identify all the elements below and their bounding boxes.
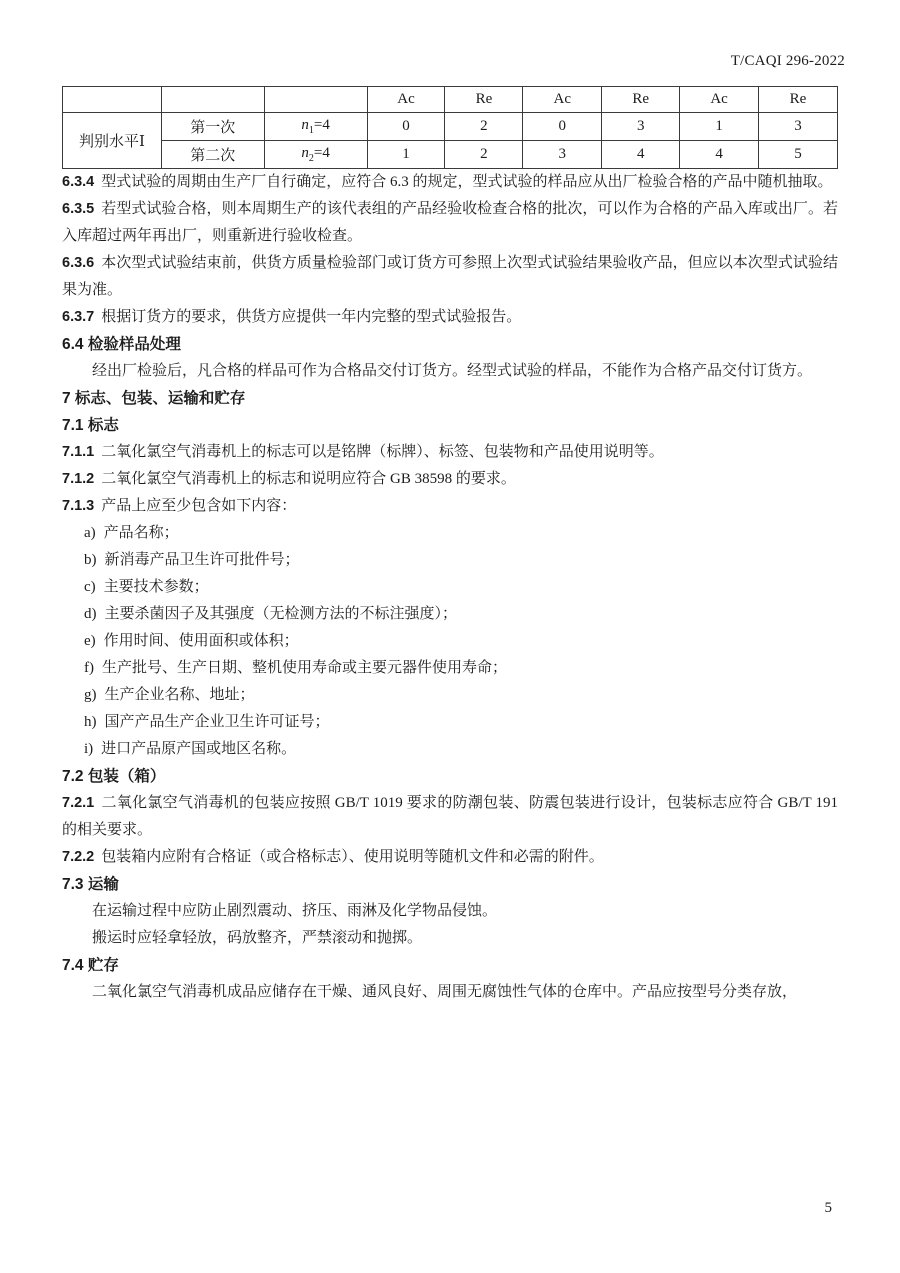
paragraph-7-3-line2: 搬运时应轻拿轻放，码放整齐，严禁滚动和抛掷。	[92, 930, 423, 946]
table-empty-header-cell	[63, 87, 162, 113]
list-item-f	[84, 655, 838, 682]
list-marker: c)	[84, 579, 96, 595]
list-item-e	[84, 628, 838, 655]
paragraph-6-4: 经出厂检验后，凡合格的样品可作为合格品交付订货方。经型式试验的样品，不能作为合格产品交付订货方。	[92, 363, 813, 379]
list-marker: d)	[84, 606, 97, 622]
clause-number: 7.1.2	[62, 471, 95, 487]
clause-number: 7.1.1	[62, 444, 95, 460]
list-marker: a)	[84, 525, 96, 541]
n-value: =4	[313, 145, 330, 161]
clause-text: 本次型式试验结束前，供货方质量检验部门或订货方可参照上次型式试验结果验收产品，但应以本次型式试验结果为准。	[62, 255, 838, 298]
page-number: 5	[824, 1200, 832, 1216]
paragraph-7-4: 二氧化氯空气消毒机成品应储存在干燥、通风良好、周围无腐蚀性气体的仓库中。产品应按型号分类存放，	[92, 984, 798, 1000]
clause-number: 7.2.2	[62, 849, 95, 865]
heading-7-3: 7.3 运输	[62, 876, 119, 893]
list-item-i	[84, 736, 838, 763]
list-text: 国产产品生产企业卫生许可证号；	[104, 714, 330, 730]
table-header-re: Re	[759, 87, 838, 113]
clause-text: 产品上应至少包含如下内容：	[101, 498, 297, 514]
table-header-ac: Ac	[523, 87, 602, 113]
value-cell: 2	[445, 141, 523, 169]
clause-number: 7.1.3	[62, 498, 95, 514]
list-text: 生产批号、生产日期、整机使用寿命或主要元器件使用寿命；	[102, 660, 508, 676]
heading-7-4: 7.4 贮存	[62, 957, 119, 974]
list-marker: g)	[84, 687, 97, 703]
value-cell: 0	[367, 113, 445, 141]
list-item-g	[84, 682, 838, 709]
clause-number: 6.3.6	[62, 255, 95, 271]
heading-6-4: 6.4 检验样品处理	[62, 336, 181, 353]
table-header-row	[63, 87, 838, 113]
list-item-h	[84, 709, 838, 736]
clause-text: 二氧化氯空气消毒机上的标志可以是铭牌（标牌）、标签、包装物和产品使用说明等。	[101, 444, 664, 460]
table-row	[63, 141, 838, 169]
clause-7-2-2	[62, 844, 838, 871]
sample-size-cell	[264, 141, 367, 169]
list-item-d	[84, 601, 838, 628]
paragraph-7-3-line1: 在运输过程中应防止剧烈震动、挤压、雨淋及化学物品侵蚀。	[92, 903, 498, 919]
table-header-ac: Ac	[680, 87, 759, 113]
n-subscript: 1	[308, 125, 314, 136]
heading-7-1: 7.1 标志	[62, 417, 119, 434]
clause-7-1-1	[62, 439, 838, 466]
clause-7-1-3-list	[84, 520, 838, 763]
clause-text: 二氧化氯空气消毒机的包装应按照 GB/T 1019 要求的防潮包装、防震包装进行设计，包装标志应符合 GB/T 191 的相关要求。	[62, 795, 838, 838]
list-marker: e)	[84, 633, 96, 649]
list-item-c	[84, 574, 838, 601]
table-row	[63, 113, 838, 141]
clause-6-3-4	[62, 169, 838, 196]
list-marker: f)	[84, 660, 94, 676]
document-body	[62, 169, 838, 1006]
heading-7: 7 标志、包装、运输和贮存	[62, 390, 246, 407]
list-text: 主要杀菌因子及其强度（无检测方法的不标注强度）；	[104, 606, 458, 622]
value-cell: 0	[523, 113, 602, 141]
list-item-a	[84, 520, 838, 547]
list-text: 产品名称；	[103, 525, 179, 541]
list-text: 主要技术参数；	[103, 579, 209, 595]
clause-7-1-2	[62, 466, 838, 493]
clause-7-1-3	[62, 493, 838, 520]
sampling-plan-table	[62, 86, 838, 169]
round-cell: 第二次	[161, 141, 264, 169]
clause-number: 6.3.5	[62, 201, 95, 217]
list-marker: h)	[84, 714, 97, 730]
heading-7-2: 7.2 包装（箱）	[62, 768, 166, 785]
list-marker: i)	[84, 741, 94, 757]
table-header-ac: Ac	[367, 87, 445, 113]
value-cell: 1	[367, 141, 445, 169]
table-empty-header-cell	[264, 87, 367, 113]
value-cell: 2	[445, 113, 523, 141]
value-cell: 3	[523, 141, 602, 169]
value-cell: 5	[759, 141, 838, 169]
list-text: 进口产品原产国或地区名称。	[101, 741, 297, 757]
clause-text: 二氧化氯空气消毒机上的标志和说明应符合 GB 38598 的要求。	[101, 471, 516, 487]
clause-number: 6.3.4	[62, 174, 95, 190]
clause-6-3-5	[62, 196, 838, 250]
table-header-re: Re	[445, 87, 523, 113]
clause-number: 7.2.1	[62, 795, 95, 811]
level-label-cell: 判别水平Ⅰ	[63, 113, 162, 169]
sample-size-cell	[264, 113, 367, 141]
value-cell: 4	[602, 141, 680, 169]
list-marker: b)	[84, 552, 97, 568]
list-text: 新消毒产品卫生许可批件号；	[104, 552, 300, 568]
value-cell: 1	[680, 113, 759, 141]
round-cell: 第一次	[161, 113, 264, 141]
list-text: 生产企业名称、地址；	[104, 687, 255, 703]
n-subscript: 2	[308, 153, 314, 164]
list-item-b	[84, 547, 838, 574]
clause-text: 包装箱内应附有合格证（或合格标志）、使用说明等随机文件和必需的附件。	[101, 849, 604, 865]
table-header-re: Re	[602, 87, 680, 113]
value-cell: 4	[680, 141, 759, 169]
clause-text: 若型式试验合格，则本周期生产的该代表组的产品经验收检查合格的批次，可以作为合格的产品入库或出厂。若入库超过两年再出厂，则重新进行验收检查。	[62, 201, 838, 244]
value-cell: 3	[759, 113, 838, 141]
clause-7-2-1	[62, 790, 838, 844]
value-cell: 3	[602, 113, 680, 141]
list-text: 作用时间、使用面积或体积；	[103, 633, 299, 649]
clause-text: 根据订货方的要求，供货方应提供一年内完整的型式试验报告。	[101, 309, 522, 325]
standard-code: T/CAQI 296-2022	[730, 53, 845, 69]
table-empty-header-cell	[161, 87, 264, 113]
clause-number: 6.3.7	[62, 309, 95, 325]
clause-6-3-7	[62, 304, 838, 331]
clause-text: 型式试验的周期由生产厂自行确定，应符合 6.3 的规定，型式试验的样品应从出厂检验合格的产品中随机抽取。	[101, 174, 833, 190]
clause-6-3-6	[62, 250, 838, 304]
n-value: =4	[313, 117, 330, 133]
n-variable: n	[301, 117, 309, 133]
n-variable: n	[301, 145, 309, 161]
